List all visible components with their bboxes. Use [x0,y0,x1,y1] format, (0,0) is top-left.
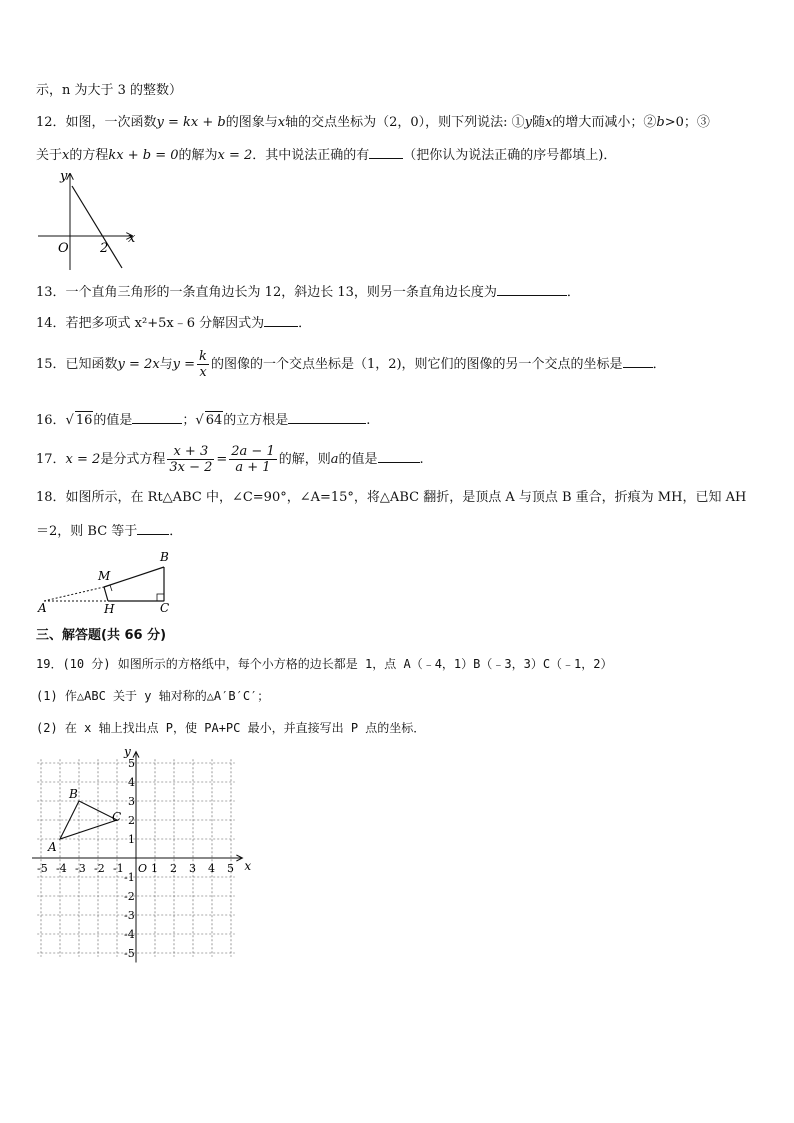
fold-line-MH [104,587,108,601]
y-tick-label: -4 [124,928,135,941]
q14: 14．若把多项式 x²+5x﹣6 分解因式为 ． [36,313,311,333]
right-angle-mark [157,594,164,601]
answer-blank[interactable] [369,145,403,159]
x-tick-label: -2 [94,862,105,875]
segment-MB [104,567,164,587]
label-H: H [104,602,115,616]
vertex-label-B: B [69,787,78,801]
origin-label: O [138,862,148,875]
answer-blank[interactable] [497,282,567,296]
label-M: M [98,569,111,583]
q11-tail: 示，n 为大于 3 的整数） [36,83,183,98]
y-tick-label: 1 [128,833,135,846]
intercept-label: 2 [100,241,109,256]
y-tick-label: -2 [124,890,135,903]
x-tick-label: 2 [170,862,177,875]
q19-line3: (2) 在 x 轴上找出点 P，使 PA+PC 最小，并直接写出 P 点的坐标． [36,721,426,735]
x-tick-label: 1 [151,862,158,875]
origin-label: O [58,241,69,256]
function-line [72,186,122,268]
q12-line2: 关于x的方程kx + b = 0的解为x = 2．其中说法正确的有 （把你认为说法正确的序号都填上)． [36,145,616,165]
x-axis-label: x [128,231,136,246]
segment-AM [44,587,104,601]
q18-figure [36,546,176,616]
y-tick-label: 3 [128,795,135,808]
y-tick-label: 5 [128,757,135,770]
y-tick-label: 4 [128,776,135,789]
label-A: A [38,601,47,615]
y-tick-label: 2 [128,814,135,827]
y-axis-label: y [60,169,68,184]
triangle-ABC [60,801,117,839]
answer-blank[interactable] [264,313,298,327]
vertex-label-A: A [48,840,57,854]
x-tick-label: -4 [56,862,67,875]
answer-blank[interactable] [623,354,653,368]
x-tick-label: 4 [208,862,215,875]
coordinate-grid [32,740,262,970]
q16: 16．√ 16的值是 ；√ 64的立方根是 . [36,410,370,430]
q19-line1: 19．(10 分) 如图所示的方格纸中，每个小方格的边长都是 1，点 A（﹣4，1）B（﹣3，3）C（﹣1，2） [36,657,613,671]
x-axis-label: x [244,859,252,873]
section-heading: 三、解答题(共 66 分) [36,628,167,643]
q12-line1: 12．如图，一次函数y = kx + b的图象与x轴的交点坐标为（2，0），则下列说法: ①y随x的增大而减小；②b>0；③ [36,115,710,130]
y-axis-label: y [124,744,131,759]
y-tick-label: -1 [124,871,135,884]
answer-blank[interactable] [378,449,420,463]
x-tick-label: -3 [75,862,86,875]
y-tick-label: -5 [124,947,135,960]
label-B: B [160,550,169,564]
x-tick-label: -5 [37,862,48,875]
answer-blank[interactable] [137,521,169,535]
label-C: C [160,601,170,615]
answer-blank[interactable] [132,410,182,424]
y-tick-label: -3 [124,909,135,922]
q18-line2: ＝2，则 BC 等于 ． [36,521,182,541]
q15: 15．已知函数y = 2x与y = $\frac{k}{x}$ 的图像的一个交点坐标是（1，2)，则它们的图像的另一个交点的坐标是 ． [36,349,666,380]
q18-line1: 18．如图所示，在 Rt△ABC 中，∠C=90°，∠A=15°，将△ABC 翻折，是顶点 A 与顶点 B 重合，折痕为 MH，已知 AH [36,490,747,505]
x-tick-label: -1 [113,862,124,875]
vertex-label-C: C [112,810,122,824]
q17: 17．x = 2是分式方程 $\frac{x + 3}{3x - 2}$ = $\frac{2a - 1}{a + 1}$ 的解，则a的值是 . [36,444,424,475]
q12-figure [36,166,140,272]
answer-blank[interactable] [288,410,366,424]
x-tick-label: 5 [227,862,234,875]
q19-line2: (1) 作△ABC 关于 y 轴对称的△A′B′C′； [36,689,270,703]
q13: 13．一个直角三角形的一条直角边长为 12，斜边长 13，则另一条直角边长度为 ． [36,282,580,302]
x-tick-label: 3 [189,862,196,875]
